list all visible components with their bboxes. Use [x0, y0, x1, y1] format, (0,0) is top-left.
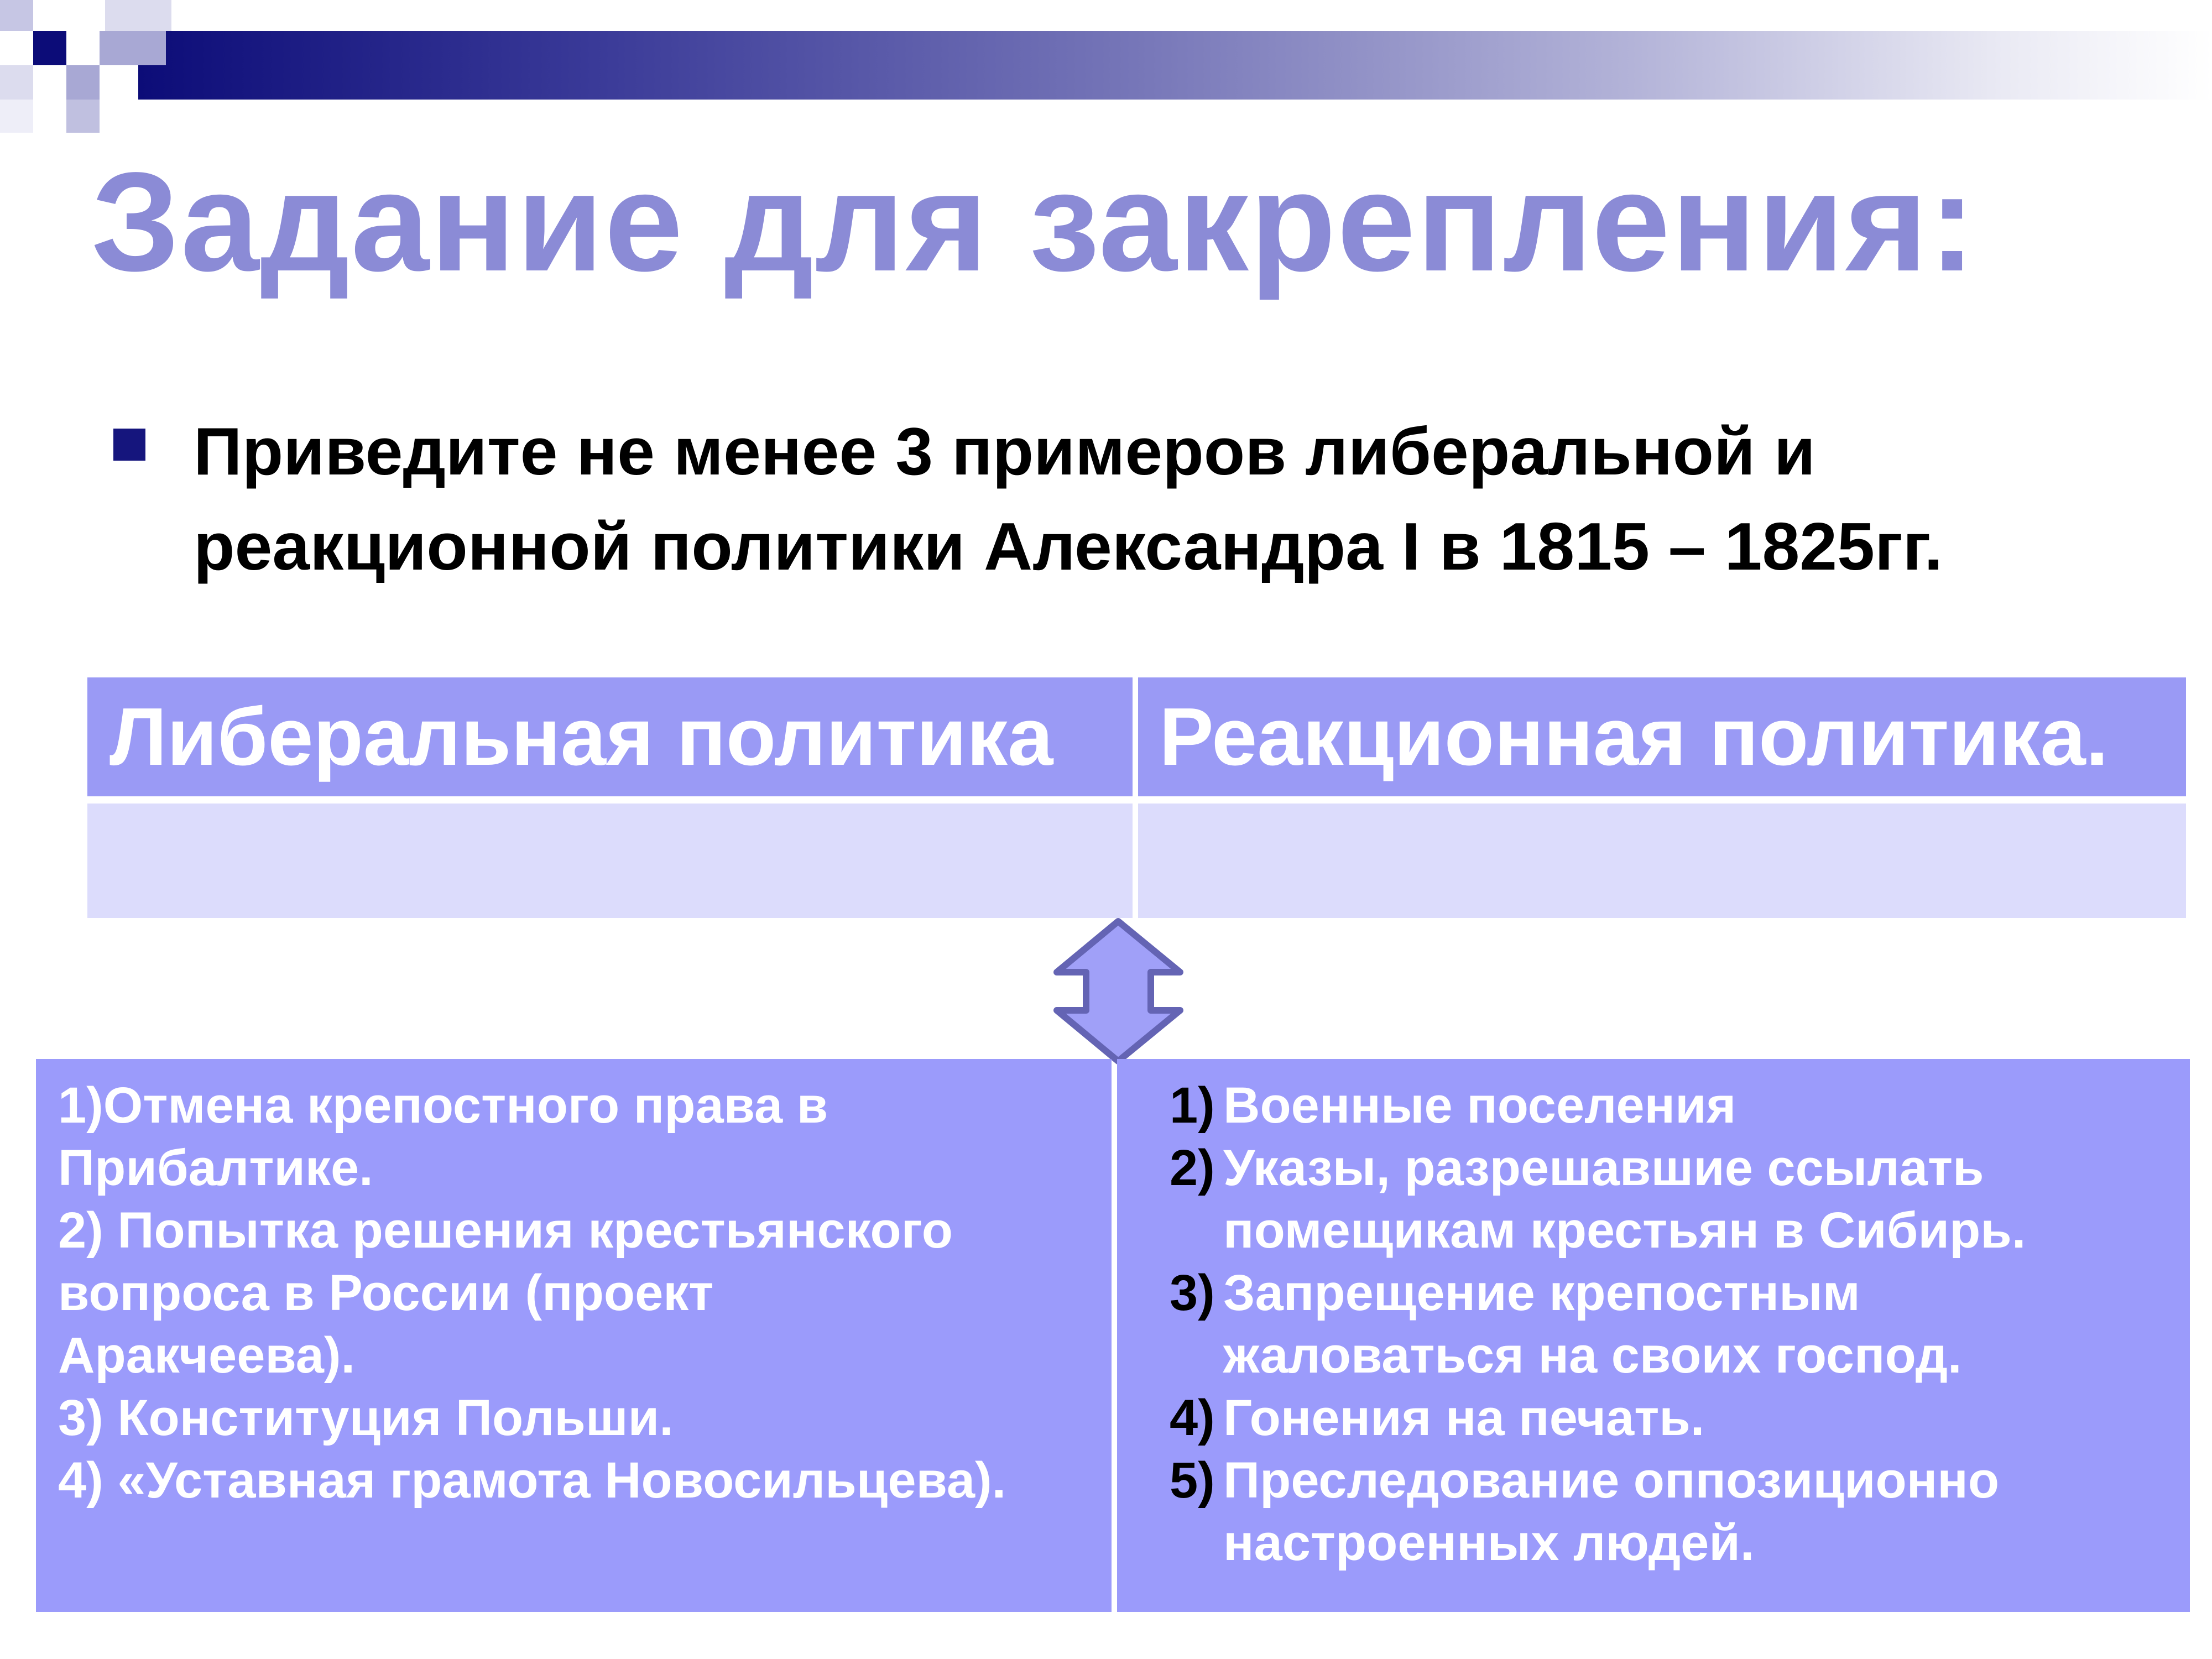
reactionary-answers: [1117, 1059, 2190, 1612]
reactionary-list-item: [1117, 1449, 2190, 1574]
liberal-answer-line: 2) Попытка решения крестьянского: [58, 1202, 953, 1259]
reactionary-answer-line: Преследование оппозиционно: [1223, 1452, 2000, 1509]
answers-panel: [36, 1059, 2190, 1612]
list-number: 2): [1170, 1140, 1215, 1196]
list-number: 3): [1170, 1265, 1215, 1321]
empty-cell-reactionary[interactable]: [1138, 804, 2186, 918]
deco-square: [0, 100, 33, 133]
reactionary-list-item: [1117, 1387, 2190, 1449]
deco-square: [0, 0, 33, 31]
list-number: 1): [1170, 1077, 1215, 1134]
deco-square: [66, 31, 100, 65]
deco-square: [33, 65, 66, 100]
deco-square: [100, 31, 166, 65]
deco-square: [33, 0, 66, 31]
deco-square: [0, 31, 33, 65]
square-bullet-icon: [113, 429, 145, 461]
up-down-arrow-icon: [1053, 918, 1183, 1065]
reactionary-answer-line: настроенных людей.: [1223, 1515, 1755, 1571]
empty-cell-liberal[interactable]: [87, 804, 1133, 918]
reactionary-list-item: [1117, 1074, 2190, 1137]
policy-table: [87, 677, 2186, 918]
liberal-answer-line: Прибалтике.: [58, 1140, 373, 1196]
reactionary-answer-line: Гонения на печать.: [1223, 1390, 1705, 1446]
reactionary-answer-line: Указы, разрешавшие ссылать: [1223, 1140, 1984, 1196]
liberal-answer-line: вопроса в России (проект: [58, 1265, 714, 1321]
deco-square: [0, 65, 33, 100]
liberal-answer-line: 1)Отмена крепостного права в: [58, 1077, 828, 1134]
reactionary-list-item: [1117, 1137, 2190, 1262]
header-liberal-policy: Либеральная политика: [87, 677, 1133, 796]
reactionary-list-item: [1117, 1262, 2190, 1387]
liberal-answer-line: 4) «Уставная грамота Новосильцева).: [58, 1452, 1006, 1509]
reactionary-answer-line: жаловаться на своих господ.: [1223, 1327, 1962, 1384]
deco-square: [66, 100, 100, 133]
deco-square: [100, 65, 138, 100]
instruction-line: реакционной политики Александра I в 1815 – 1825гг.: [194, 509, 1943, 584]
liberal-answer-line: Аракчеева).: [58, 1327, 356, 1384]
list-number: 4): [1170, 1390, 1215, 1446]
header-gradient-band: [138, 31, 2212, 100]
header-reactionary-policy: Реакционная политика.: [1138, 677, 2186, 796]
slide-title: Задание для закрепления:: [91, 143, 1977, 301]
reactionary-answer-line: помещикам крестьян в Сибирь.: [1223, 1202, 2026, 1259]
deco-square: [33, 31, 66, 65]
instruction-line: Приведите не менее 3 примеров либеральной и: [194, 414, 1815, 489]
reactionary-answer-line: Запрещение крепостным: [1223, 1265, 1860, 1321]
liberal-answers: [36, 1059, 1112, 1612]
instruction-text: [194, 404, 2157, 594]
deco-square: [66, 65, 100, 100]
liberal-answer-line: 3) Конституция Польши.: [58, 1390, 674, 1446]
reactionary-answer-line: Военные поселения: [1223, 1077, 1736, 1134]
deco-square: [105, 0, 171, 31]
list-number: 5): [1170, 1452, 1215, 1509]
